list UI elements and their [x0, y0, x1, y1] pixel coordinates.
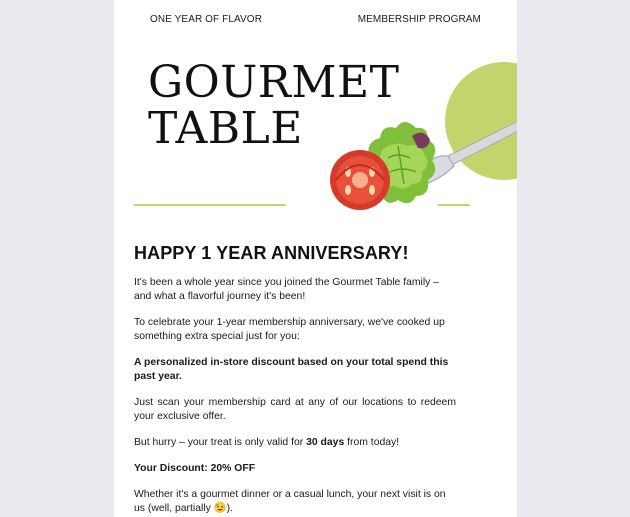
validity-text-after: from today!: [344, 437, 400, 448]
anniversary-heading: HAPPY 1 YEAR ANNIVERSARY!: [134, 243, 409, 263]
validity-text-before: But hurry – your treat is only valid for: [134, 437, 307, 448]
hero-banner: [114, 40, 517, 220]
header-program-label: MEMBERSHIP PROGRAM: [357, 14, 481, 25]
email-header: [114, 14, 517, 28]
celebration-paragraph: To celebrate your 1-year membership anniversary, we've cooked up something extra special just for you:: [134, 317, 445, 342]
closing-paragraph: Whether it's a gourmet dinner or a casual lunch, your next visit is on us (well, partially 😉).: [134, 489, 446, 514]
redeem-instructions: Just scan your membership card at any of our locations to redeem your exclusive offer.: [134, 397, 456, 422]
header-tagline: ONE YEAR OF FLAVOR: [150, 14, 263, 25]
email-card: [114, 0, 517, 517]
validity-days: 30 days: [306, 437, 345, 448]
brand-line-1: GOURMET: [148, 57, 400, 108]
email-body: [134, 243, 456, 517]
divider-left: [134, 204, 286, 206]
brand-line-2: TABLE: [148, 103, 303, 154]
offer-highlight: A personalized in-store discount based on your total spend this past year.: [134, 357, 449, 382]
salad-on-fork-icon: [324, 80, 517, 220]
validity-paragraph: [134, 436, 456, 450]
discount-line: Your Discount: 20% OFF: [134, 463, 256, 474]
intro-paragraph: It's been a whole year since you joined the Gourmet Table family – and what a flavorful journey it's been!: [134, 277, 440, 302]
